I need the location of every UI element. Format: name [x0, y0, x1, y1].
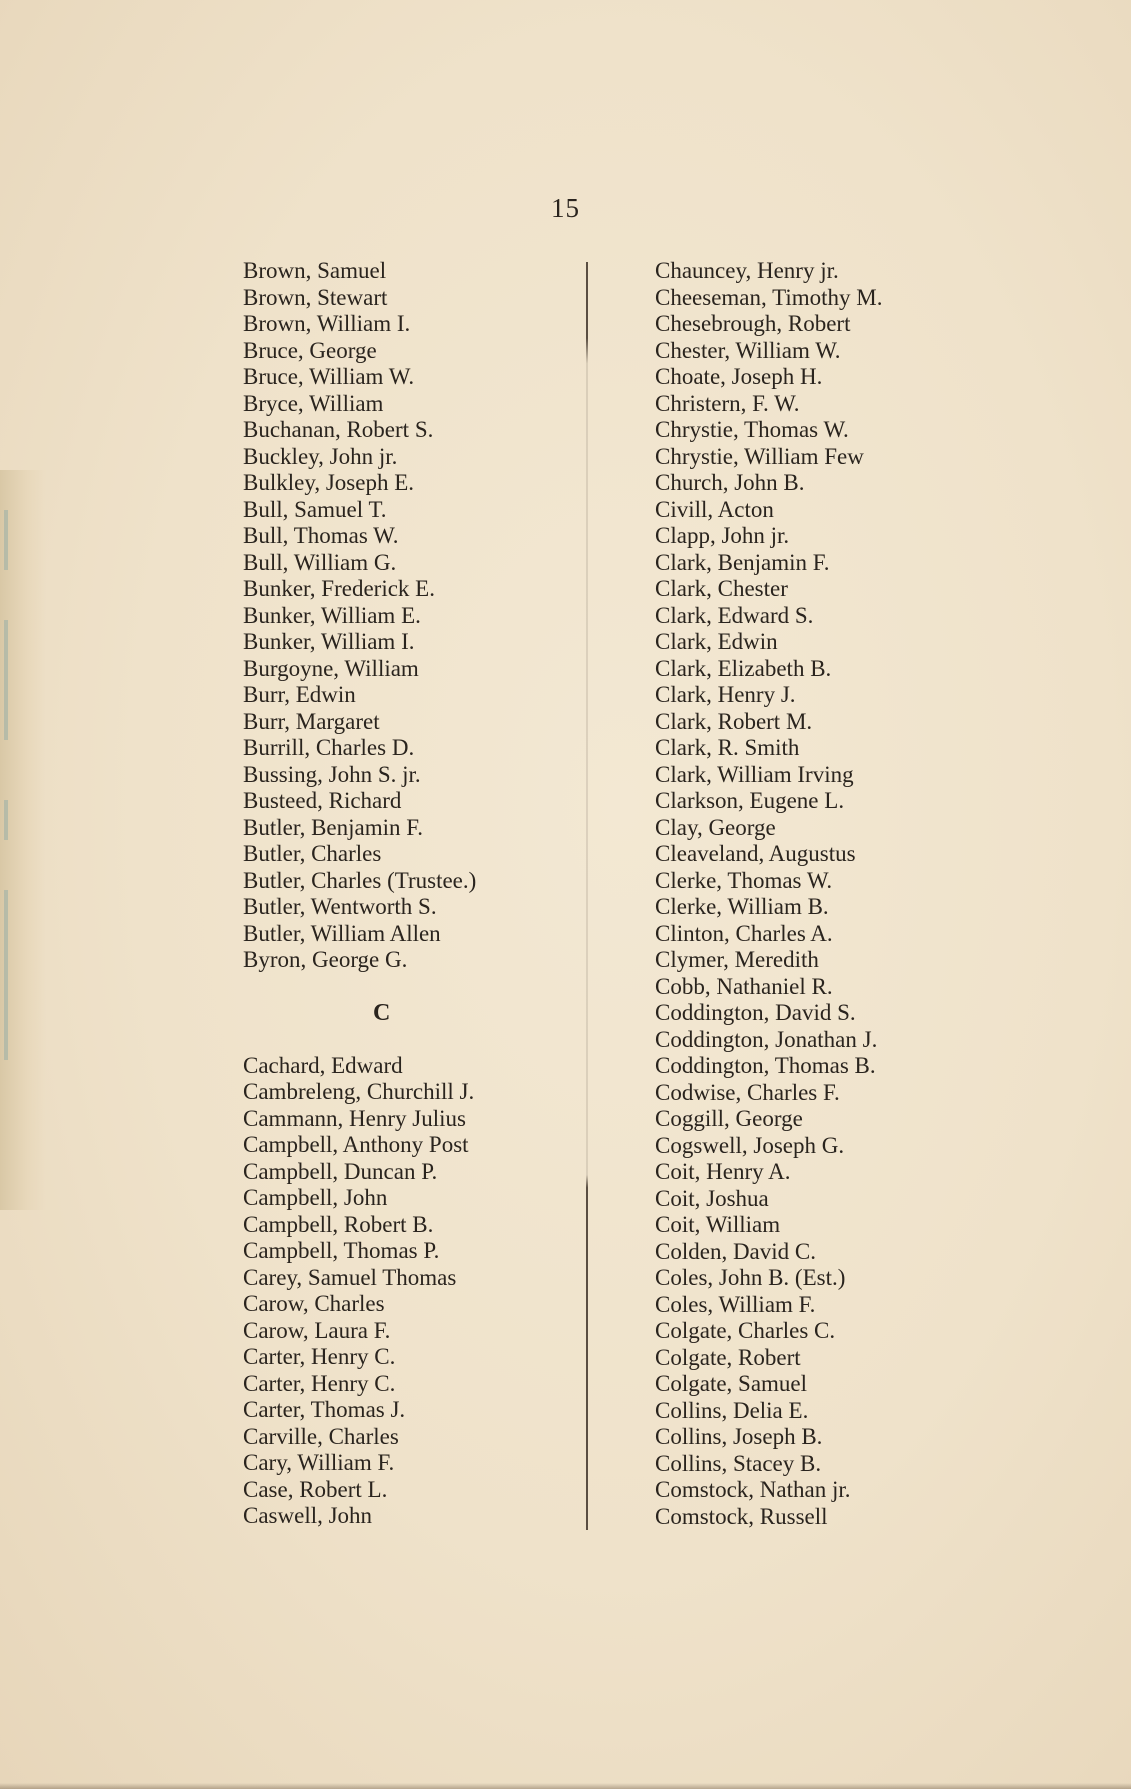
name-entry: Clark, Chester	[655, 576, 788, 601]
name-entry: Colgate, Charles C.	[655, 1318, 836, 1343]
name-entry: Collins, Stacey B.	[655, 1450, 822, 1476]
name-entry: Comstock, Nathan jr.	[655, 1477, 851, 1502]
name-entry: Cleaveland, Augustus	[655, 841, 856, 866]
name-entry: Bulkley, Joseph E.	[243, 470, 414, 495]
name-entry: Clark, Benjamin F.	[655, 549, 830, 575]
name-entry: Campbell, Thomas P.	[243, 1238, 440, 1263]
name-entry: Butler, William Allen	[243, 920, 441, 946]
name-entry: Cheeseman, Timothy M.	[655, 284, 883, 310]
page-binding-edge	[0, 470, 46, 1210]
name-entry: Busteed, Richard	[243, 788, 402, 813]
name-entry: Campbell, John	[243, 1185, 388, 1210]
name-entry: Case, Robert L.	[243, 1476, 388, 1502]
name-entry: Bunker, William E.	[243, 602, 421, 628]
column-divider	[586, 262, 588, 1530]
name-entry: Carville, Charles	[243, 1423, 399, 1449]
name-entry: Brown, Stewart	[243, 284, 388, 310]
name-entry: Buchanan, Robert S.	[243, 417, 434, 442]
right-name-column	[655, 258, 882, 1530]
name-entry: Clerke, William B.	[655, 894, 829, 919]
name-entry: Campbell, Robert B.	[243, 1211, 434, 1237]
name-entry: Carter, Henry C.	[243, 1344, 396, 1369]
name-entry: Butler, Wentworth S.	[243, 894, 437, 919]
name-entry: Clark, Henry J.	[655, 682, 796, 707]
name-entry: Comstock, Russell	[655, 1503, 828, 1529]
name-entry: Collins, Joseph B.	[655, 1424, 823, 1449]
name-entry: Coddington, Thomas B.	[655, 1053, 876, 1078]
name-entry: Bruce, George	[243, 337, 377, 363]
name-entry: Coddington, Jonathan J.	[655, 1026, 878, 1052]
name-entry: Campbell, Anthony Post	[243, 1132, 469, 1157]
name-entry: Burgoyne, William	[243, 655, 419, 681]
name-entry: Coggill, George	[655, 1106, 803, 1131]
name-entry: Clark, Robert M.	[655, 708, 813, 734]
name-entry: Cambreleng, Churchill J.	[243, 1079, 475, 1104]
page-number: 15	[551, 193, 580, 223]
name-entry: Church, John B.	[655, 470, 805, 495]
name-entry: Clinton, Charles A.	[655, 920, 833, 946]
name-entry: Coit, William	[655, 1212, 781, 1237]
left-name-column	[243, 258, 476, 1530]
name-entry: Colgate, Robert	[655, 1344, 801, 1370]
name-entry: Clerke, Thomas W.	[655, 867, 833, 893]
name-entry: Coit, Henry A.	[655, 1159, 791, 1184]
name-entry: Chrystie, Thomas W.	[655, 417, 849, 442]
name-entry: Chester, William W.	[655, 337, 841, 363]
name-entry: Butler, Charles	[243, 841, 382, 866]
name-entry: Buckley, John jr.	[243, 443, 398, 469]
name-entry: Clark, R. Smith	[655, 735, 800, 760]
name-entry: Campbell, Duncan P.	[243, 1158, 438, 1184]
name-entry: Clymer, Meredith	[655, 947, 819, 972]
name-entry: Coles, John B. (Est.)	[655, 1265, 846, 1290]
name-entry: Carow, Laura F.	[243, 1317, 391, 1343]
name-entry: Civill, Acton	[655, 496, 774, 522]
name-entry: Clark, William Irving	[655, 761, 854, 787]
name-entry: Coles, William F.	[655, 1291, 816, 1317]
name-entry: Cobb, Nathaniel R.	[655, 973, 833, 999]
name-entry: Caswell, John	[243, 1503, 373, 1528]
name-entry: Butler, Charles (Trustee.)	[243, 867, 477, 893]
name-entry: Carow, Charles	[243, 1291, 385, 1316]
name-entry: Coit, Joshua	[655, 1185, 769, 1211]
name-entry: Cary, William F.	[243, 1450, 395, 1475]
name-entry: Clapp, John jr.	[655, 523, 790, 548]
name-entry: Burrill, Charles D.	[243, 735, 415, 760]
name-entry: Coddington, David S.	[655, 1000, 856, 1025]
name-entry: Byron, George G.	[243, 947, 408, 972]
name-entry: Clay, George	[655, 814, 776, 840]
name-entry: Burr, Edwin	[243, 682, 356, 707]
name-entry: Cachard, Edward	[243, 1052, 403, 1078]
name-entry: Bunker, Frederick E.	[243, 576, 435, 601]
name-entry: Collins, Delia E.	[655, 1397, 809, 1423]
name-entry: Choate, Joseph H.	[655, 364, 823, 389]
name-entry: Brown, Samuel	[243, 258, 387, 283]
name-entry: Carter, Henry C.	[243, 1370, 396, 1396]
name-entry: Codwise, Charles F.	[655, 1079, 840, 1105]
name-entry: Brown, William I.	[243, 311, 411, 336]
name-entry: Colgate, Samuel	[655, 1371, 808, 1396]
name-entry: Burr, Margaret	[243, 708, 380, 734]
name-entry: Clark, Edward S.	[655, 602, 814, 628]
name-entry: Bruce, William W.	[243, 364, 415, 389]
scan-bottom-edge	[0, 1783, 1131, 1789]
section-letter-heading: C	[373, 999, 391, 1026]
name-entry: Chesebrough, Robert	[655, 311, 851, 336]
name-entry: Bryce, William	[243, 390, 384, 416]
name-entry: Bussing, John S. jr.	[243, 761, 421, 787]
name-entry: Cogswell, Joseph G.	[655, 1132, 845, 1158]
name-entry: Carey, Samuel Thomas	[243, 1264, 457, 1290]
name-entry: Butler, Benjamin F.	[243, 814, 423, 840]
name-entry: Bull, Samuel T.	[243, 496, 387, 522]
name-entry: Bunker, William I.	[243, 629, 415, 654]
name-entry: Bull, Thomas W.	[243, 523, 399, 548]
name-entry: Chrystie, William Few	[655, 443, 864, 469]
name-entry: Colden, David C.	[655, 1238, 816, 1264]
name-entry: Chauncey, Henry jr.	[655, 258, 839, 283]
name-entry: Clark, Elizabeth B.	[655, 655, 832, 681]
name-entry: Carter, Thomas J.	[243, 1397, 406, 1422]
name-entry: Clark, Edwin	[655, 629, 778, 654]
name-entry: Bull, William G.	[243, 549, 397, 575]
name-entry: Clarkson, Eugene L.	[655, 788, 845, 813]
name-entry: Christern, F. W.	[655, 390, 800, 416]
name-entry: Cammann, Henry Julius	[243, 1105, 466, 1131]
